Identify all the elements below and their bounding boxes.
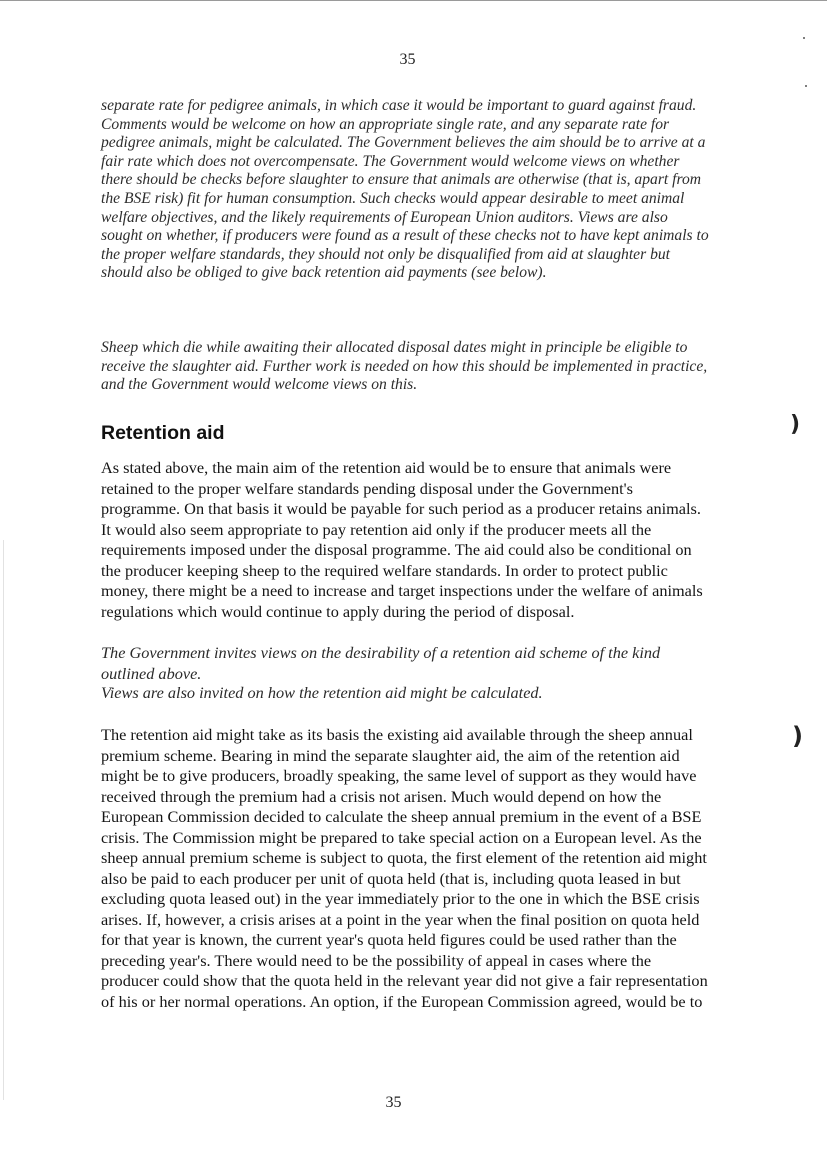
scan-speck (803, 37, 805, 39)
top-edge-rule (0, 0, 827, 1)
body-paragraph-1: As stated above, the main aim of the retention aid would be to ensure that animals were retained to the proper welfare standards pending disposal under the Government's programme. On that basis it would be payable for such period as a producer retains animals. It would also seem appropriate to pay retention aid only if the producer meets all the requirements imposed under the disposal programme. The aid could also be conditional on the producer keeping sheep to the required welfare standards. In order to protect public money, there might be a need to increase and target inspections under the welfare of animals regulations which would continue to apply during the period of disposal. (101, 458, 703, 621)
question-1: The Government invites views on the desirability of a retention aid scheme of the kind outlined above. (101, 643, 661, 683)
binder-hole-mark: ) (792, 722, 803, 750)
left-edge-rule (3, 540, 4, 1100)
page-number-top: 35 (399, 51, 416, 68)
italic-paragraph-2: Sheep which die while awaiting their allocated disposal dates might in principle be eligible to receive the slaughter aid. Further work is needed on how this should be implemented in practice, and the Government would welcome views on this. (101, 339, 708, 394)
italic-paragraph-1: separate rate for pedigree animals, in which case it would be important to guard against fraud. Comments would be welcome on how an appropriate single rate, and any separate rate for pedigree animals, might be calculated. The Government believes the aim should be to arrive at a fair rate which does not overcompensate. The Government would welcome views on whether there should be checks before slaughter to ensure that animals are otherwise (that is, apart from the BSE risk) fit for human consumption. Such checks would appear desirable to meet animal welfare objectives, and the likely requirements of European Union auditors. Views are also sought on whether, if producers were found as a result of these checks not to have kept animals to the proper welfare standards, they should not only be disqualified from aid at slaughter but should also be obliged to give back retention aid payments (see below). (101, 97, 709, 282)
question-2: Views are also invited on how the retention aid might be calculated. (101, 683, 543, 702)
page-number-bottom: 35 (385, 1094, 402, 1111)
binder-hole-mark: ) (790, 412, 801, 437)
scan-speck (805, 85, 807, 87)
section-heading: Retention aid (101, 422, 225, 444)
body-paragraph-2: The retention aid might take as its basis the existing aid available through the sheep annual premium scheme. Bearing in mind the separate slaughter aid, the aim of the retention aid might be to give producers, broadly speaking, the same level of support as they would have received through the premium had a crisis not arisen. Much would depend on how the European Commission decided to calculate the sheep annual premium in the event of a BSE crisis. The Commission might be prepared to take special action on a European level. As the sheep annual premium scheme is subject to quota, the first element of the retention aid might also be paid to each producer per unit of quota held (that is, including quota leased in but excluding quota leased out) in the year immediately prior to the one in which the BSE crisis arises. If, however, a crisis arises at a point in the year when the final position on quota held for that year is known, the current year's quota held figures could be used rather than the preceding year's. There would need to be the possibility of appeal in cases where the producer could show that the quota held in the relevant year did not give a fair representation of his or her normal operations. An option, if the European Commission agreed, would be to (101, 725, 708, 1011)
